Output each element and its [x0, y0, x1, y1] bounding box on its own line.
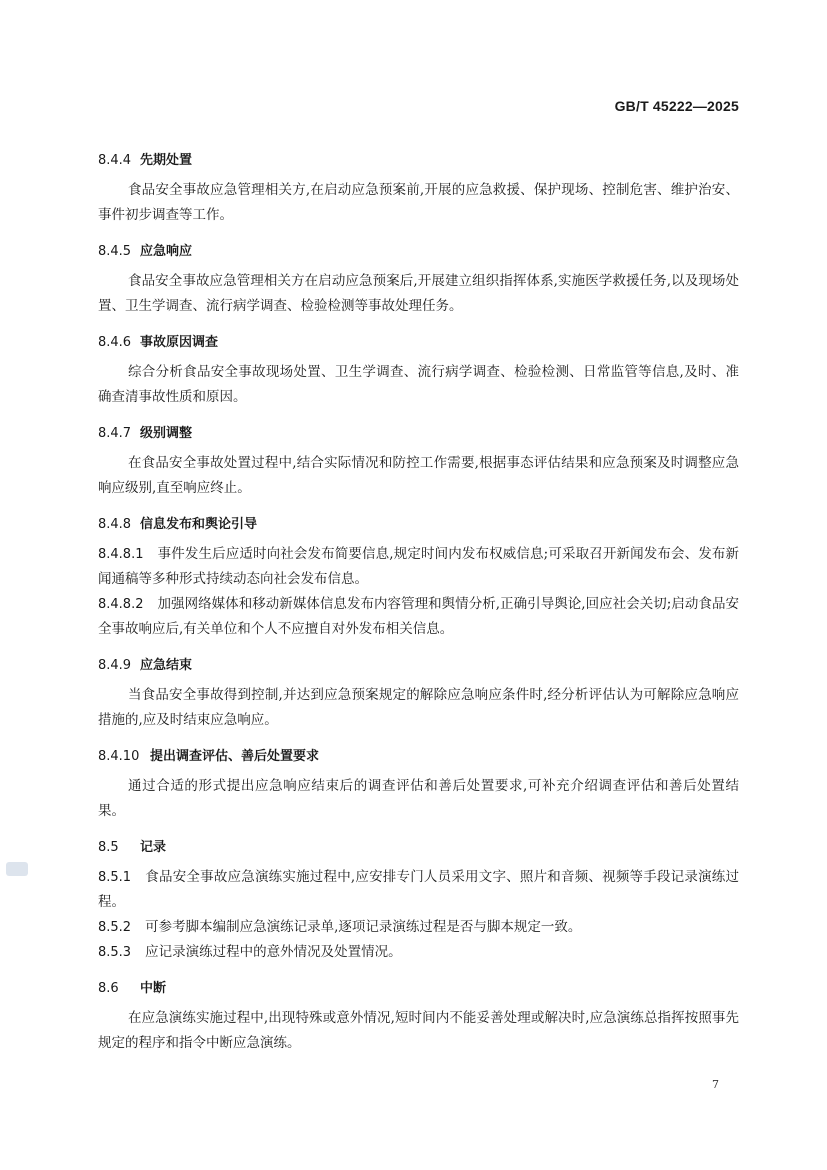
watermark-mark — [6, 862, 28, 876]
section-heading: 8.5 记录 — [98, 840, 167, 855]
section-heading: 8.4.8 信息发布和舆论引导 — [98, 517, 258, 532]
list-item: 8.4.8.1 事件发生后应适时向社会发布简要信息,规定时间内发布权威信息;可采取召开新闻发布会、发布新闻通稿等多种形式持续动态向社会发布信息。 — [98, 546, 739, 587]
section-paragraph: 综合分析食品安全事故现场处置、卫生学调查、流行病学调查、检验检测、日常监管等信息,及时、准确查清事故性质和原因。 — [98, 364, 739, 405]
list-item: 8.5.3 应记录演练过程中的意外情况及处置情况。 — [98, 944, 402, 960]
section-paragraph: 在应急演练实施过程中,出现特殊或意外情况,短时间内不能妥善处理或解决时,应急演练总指挥按照事先规定的程序和指令中断应急演练。 — [98, 1010, 739, 1051]
list-item: 8.5.1 食品安全事故应急演练实施过程中,应安排专门人员采用文字、照片和音频、视频等手段记录演练过程。 — [98, 869, 739, 910]
list-item: 8.4.8.2 加强网络媒体和移动新媒体信息发布内容管理和舆情分析,正确引导舆论,回应社会关切;启动食品安全事故响应后,有关单位和个人不应擅自对外发布相关信息。 — [98, 596, 739, 637]
numbered-list — [98, 865, 739, 965]
section-heading: 8.4.6 事故原因调查 — [98, 335, 219, 350]
standard-code: GB/T 45222—2025 — [614, 98, 739, 114]
section-paragraph: 食品安全事故应急管理相关方,在启动应急预案前,开展的应急救援、保护现场、控制危害、维护治安、事件初步调查等工作。 — [98, 182, 739, 223]
section-paragraph: 食品安全事故应急管理相关方在启动应急预案后,开展建立组织指挥体系,实施医学救援任务,以及现场处置、卫生学调查、流行病学调查、检验检测等事故处理任务。 — [98, 273, 739, 314]
section-paragraph: 通过合适的形式提出应急响应结束后的调查评估和善后处置要求,可补充介绍调查评估和善后处置结果。 — [98, 778, 739, 819]
page-number: 7 — [712, 1078, 719, 1091]
section-heading: 8.6 中断 — [98, 981, 167, 996]
section-heading: 8.4.10 提出调查评估、善后处置要求 — [98, 749, 320, 764]
section-paragraph: 在食品安全事故处置过程中,结合实际情况和防控工作需要,根据事态评估结果和应急预案及时调整应急响应级别,直至响应终止。 — [98, 455, 739, 496]
numbered-list — [98, 542, 739, 642]
list-item: 8.5.2 可参考脚本编制应急演练记录单,逐项记录演练过程是否与脚本规定一致。 — [98, 919, 582, 935]
section-heading: 8.4.4 先期处置 — [98, 153, 193, 168]
section-heading: 8.4.9 应急结束 — [98, 658, 193, 673]
section-paragraph: 当食品安全事故得到控制,并达到应急预案规定的解除应急响应条件时,经分析评估认为可解除应急响应措施的,应及时结束应急响应。 — [98, 687, 739, 728]
section-heading: 8.4.5 应急响应 — [98, 244, 193, 259]
section-heading: 8.4.7 级别调整 — [98, 426, 193, 441]
document-body — [98, 146, 739, 1069]
